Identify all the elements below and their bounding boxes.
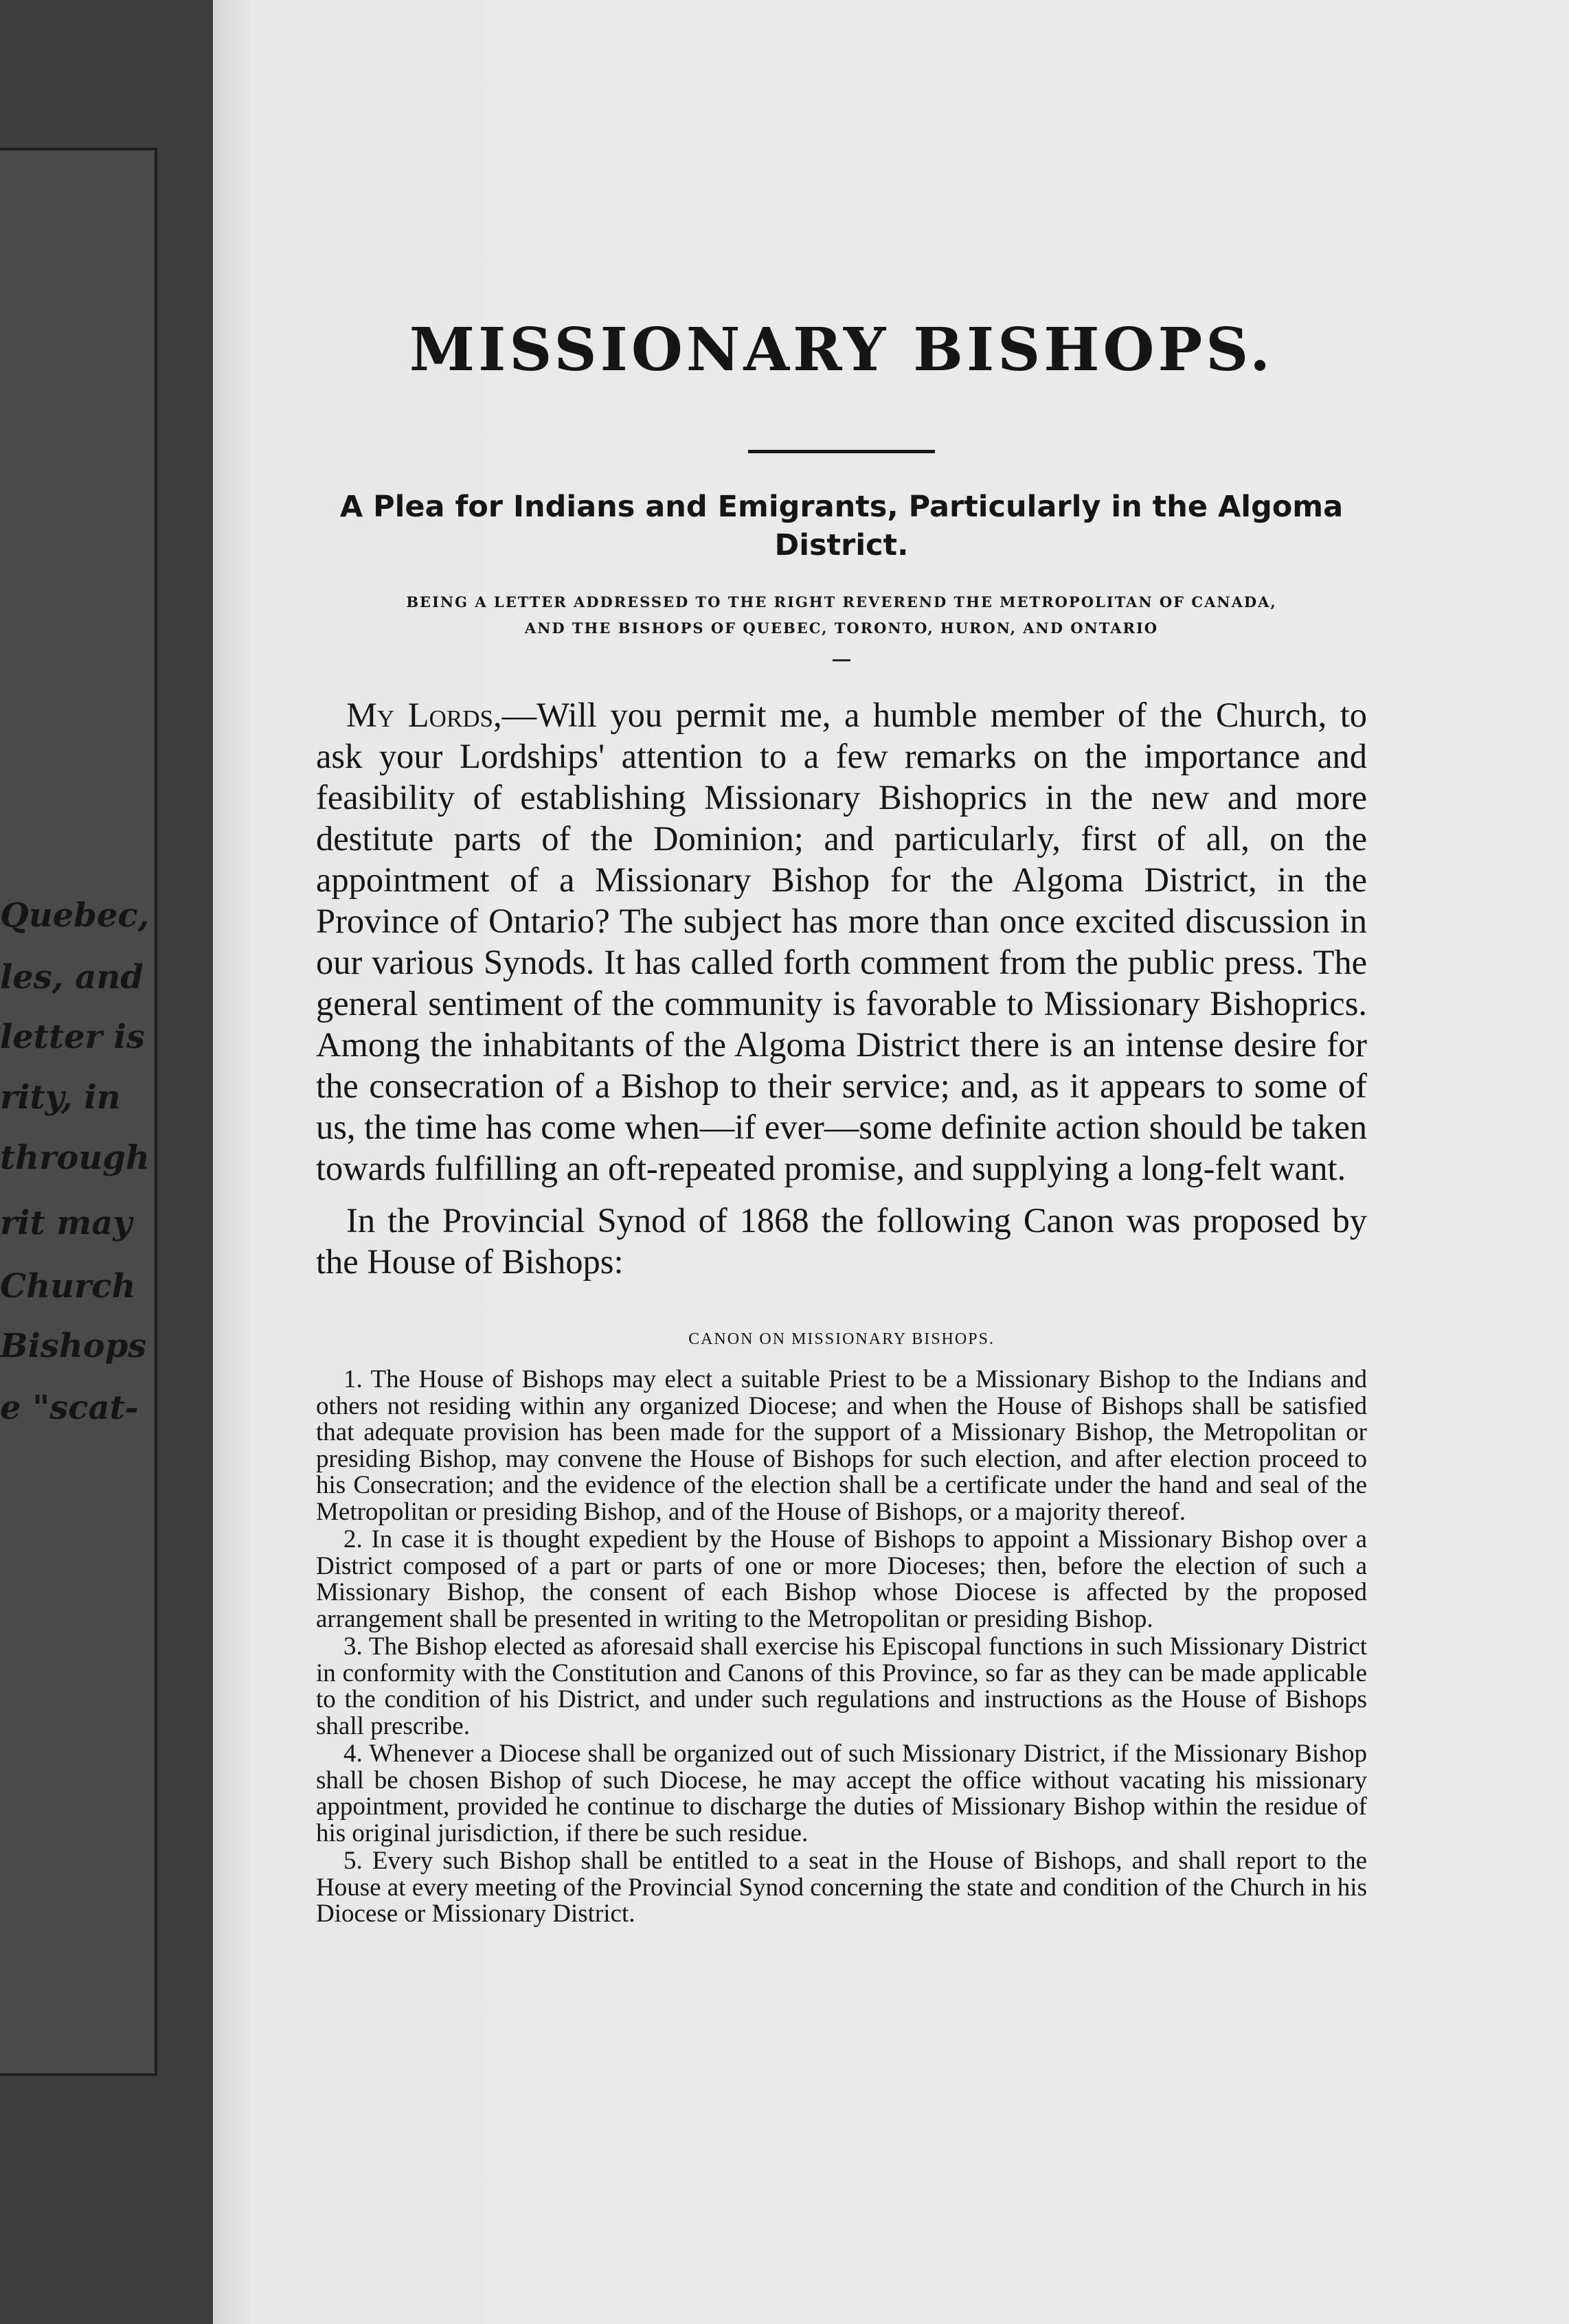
addressee-line-2: AND THE BISHOPS OF QUEBEC, TORONTO, HURON, AND ONTARIO: [524, 619, 1159, 637]
facing-page-fragment: rit may: [0, 1204, 133, 1242]
facing-page-edge: [0, 0, 213, 2324]
document-content: [316, 312, 1367, 1929]
title-rule: [748, 450, 935, 453]
canon-heading: CANON ON MISSIONARY BISHOPS.: [688, 1330, 995, 1348]
addressee-line-1: BEING A LETTER ADDRESSED TO THE RIGHT REVEREND THE METROPOLITAN OF CANADA,: [406, 593, 1277, 611]
facing-page-fragment: Bishops: [0, 1327, 147, 1365]
letter-paragraph: [316, 694, 1367, 1189]
section-dash: [833, 659, 850, 661]
facing-page-fragment: through: [0, 1139, 150, 1177]
addressee-block: [316, 589, 1367, 641]
document-page: [213, 0, 1569, 2324]
salutation: My Lords,: [346, 696, 502, 734]
facing-page-fragment: Church: [0, 1267, 136, 1306]
facing-page-fragment: Quebec,: [0, 896, 150, 935]
canon-item: 4. Whenever a Diocese shall be organized out of such Missionary District, if the Missionary Bishop shall be chosen Bishop of such Diocese, he may accept the office without vacating his missionary appointment, provided he continue to discharge the duties of Missionary Bishop within the residue of his original jurisdiction, if there be such residue.: [316, 1740, 1367, 1847]
document-title: MISSIONARY BISHOPS.: [409, 315, 1274, 385]
canon-item: 1. The House of Bishops may elect a suitable Priest to be a Missionary Bishop to the Indians and others not residing within any organized Diocese; and when the House of Bishops shall be satisfied that adequate provision has been made for the support of a Missionary Bishop, the Metropolitan or presiding Bishop, may convene the House of Bishops for such election, and after election proceed to his Consecration; and the evidence of the election shall be a certificate under the hand and seal of the Metropolitan or presiding Bishop, and of the House of Bishops, or a majority thereof.: [316, 1365, 1367, 1526]
synod-paragraph: In the Provincial Synod of 1868 the following Canon was proposed by the House of Bishops:: [316, 1201, 1367, 1281]
facing-page-fragment: rity, in: [0, 1078, 121, 1117]
facing-page-fragment: e "scat-: [0, 1389, 139, 1427]
canon-item: 5. Every such Bishop shall be entitled to a seat in the House of Bishops, and shall report to the House at every meeting of the Provincial Synod concerning the state and condition of the Church in his Diocese or Missionary District.: [316, 1847, 1367, 1928]
canon-list: [316, 1367, 1367, 1928]
letter-body: —Will you permit me, a humble member of the Church, to ask your Lordships' attention to a few remarks on the importance and feasibility of establishing Missionary Bishoprics in the new and more destitute parts of the Dominion; and particularly, first of all, on the appointment of a Missionary Bishop for the Algoma District, in the Province of Ontario? The subject has more than once excited discussion in our various Synods. It has called forth comment from the public press. The general sentiment of the community is favorable to Missionary Bishoprics. Among the inhabitants of the Algoma District there is an intense desire for the consecration of a Bishop to their service; and, as it appears to some of us, the time has come when—if ever—some definite action should be taken towards fulfilling an oft-repeated promise, and supplying a long-felt want.: [316, 696, 1367, 1187]
facing-page-fragment: letter is: [0, 1018, 145, 1056]
facing-page-fragment: les, and: [0, 958, 144, 996]
canon-item: 3. The Bishop elected as aforesaid shall exercise his Episcopal functions in such Missionary District in conformity with the Constitution and Canons of this Province, so far as they can be made applicable to the condition of his District, and under such regulations and instructions as the House of Bishops shall prescribe.: [316, 1632, 1367, 1740]
canon-item: 2. In case it is thought expedient by the House of Bishops to appoint a Missionary Bishop over a District composed of a part or parts of one or more Dioceses; then, before the election of such a Missionary Bishop, the consent of each Bishop whose Diocese is affected by the proposed arrangement shall be presented in writing to the Metropolitan or presiding Bishop.: [316, 1525, 1367, 1633]
document-subtitle: A Plea for Indians and Emigrants, Particularly in the Algoma District.: [339, 490, 1344, 562]
